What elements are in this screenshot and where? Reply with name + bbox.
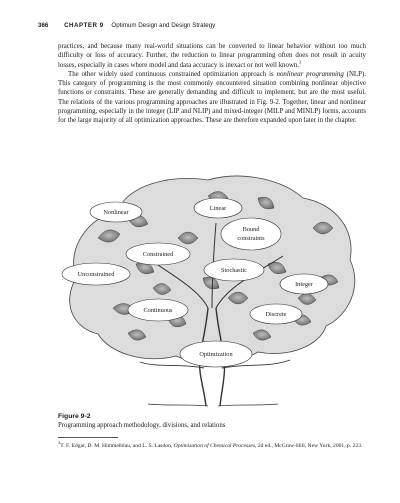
label-nonlinear: Nonlinear [103, 209, 129, 216]
paragraph-2-text-a: The other widely used continuous constrained optimization approach is [68, 70, 277, 78]
label-constrained: Constrained [142, 251, 174, 258]
paragraph-2-text-b: (NLP). This category of programming is the most commonly encountered situation combining nonlinear objective functions or constraints. These are generally demanding and difficult to implement, but are the most useful. The relations of the various programming approaches are illustrated in Fig. 9-2. Together, linear and nonlinear programming, especially in the integer (LIP and NLIP) and mixed-integer (MILP and MINLP) forms, accounts for the large majority of all optimization approaches. These are therefore expanded upon later in the chapter. [58, 70, 366, 125]
label-continuous: Continuous [143, 307, 173, 314]
footnote-book-title: Optimization of Chemical Processes [173, 443, 256, 449]
running-header [38, 20, 368, 32]
footnote-text-b: , 2d ed., McGraw-Hill, New York, 2001, p. 223. [255, 443, 363, 449]
label-unconstrained: Unconstrained [77, 271, 115, 278]
figure-caption [58, 412, 366, 430]
caption-title: Figure 9-2 [58, 413, 91, 420]
footnote-ref: 3 [299, 59, 302, 65]
footnote [58, 442, 366, 450]
footnote-marker: 3 [58, 440, 61, 446]
label-integer: Integer [295, 281, 313, 288]
label-constraints: constraints [237, 235, 265, 242]
cloud-bound [221, 218, 281, 250]
footnote-rule [58, 437, 118, 438]
label-optimization: Optimization [199, 351, 233, 358]
tree-illustration [58, 168, 368, 408]
footnote-text-a: T. F. Edgar, D. M. Himmelblau, and L. S. Lasdon, [60, 443, 174, 449]
chapter-title: Optimum Design and Design Strategy [111, 22, 216, 29]
body-text [58, 42, 366, 126]
chapter-label: CHAPTER 9 [64, 22, 104, 29]
paragraph-2 [58, 70, 366, 126]
paragraph-1 [58, 42, 366, 70]
page-number: 366 [38, 22, 49, 29]
label-discrete: Discrete [265, 311, 287, 318]
label-linear: Linear [209, 205, 227, 212]
paragraph-1-text: practices, and because many real-world situations can be converted to linear behavior without too much difficulty or loss of accuracy. Further, the reduction to linear programming often does not result in acuity losses, especially in cases where model and data accuracy is inexact or not well known. [58, 43, 366, 69]
label-stochastic: Stochastic [221, 267, 247, 274]
nlp-term: nonlinear programming [276, 70, 344, 78]
tree-figure [58, 168, 368, 408]
label-bound: Bound [242, 226, 260, 233]
caption-text: Programming approach methodology, divisions, and relations [58, 422, 226, 429]
